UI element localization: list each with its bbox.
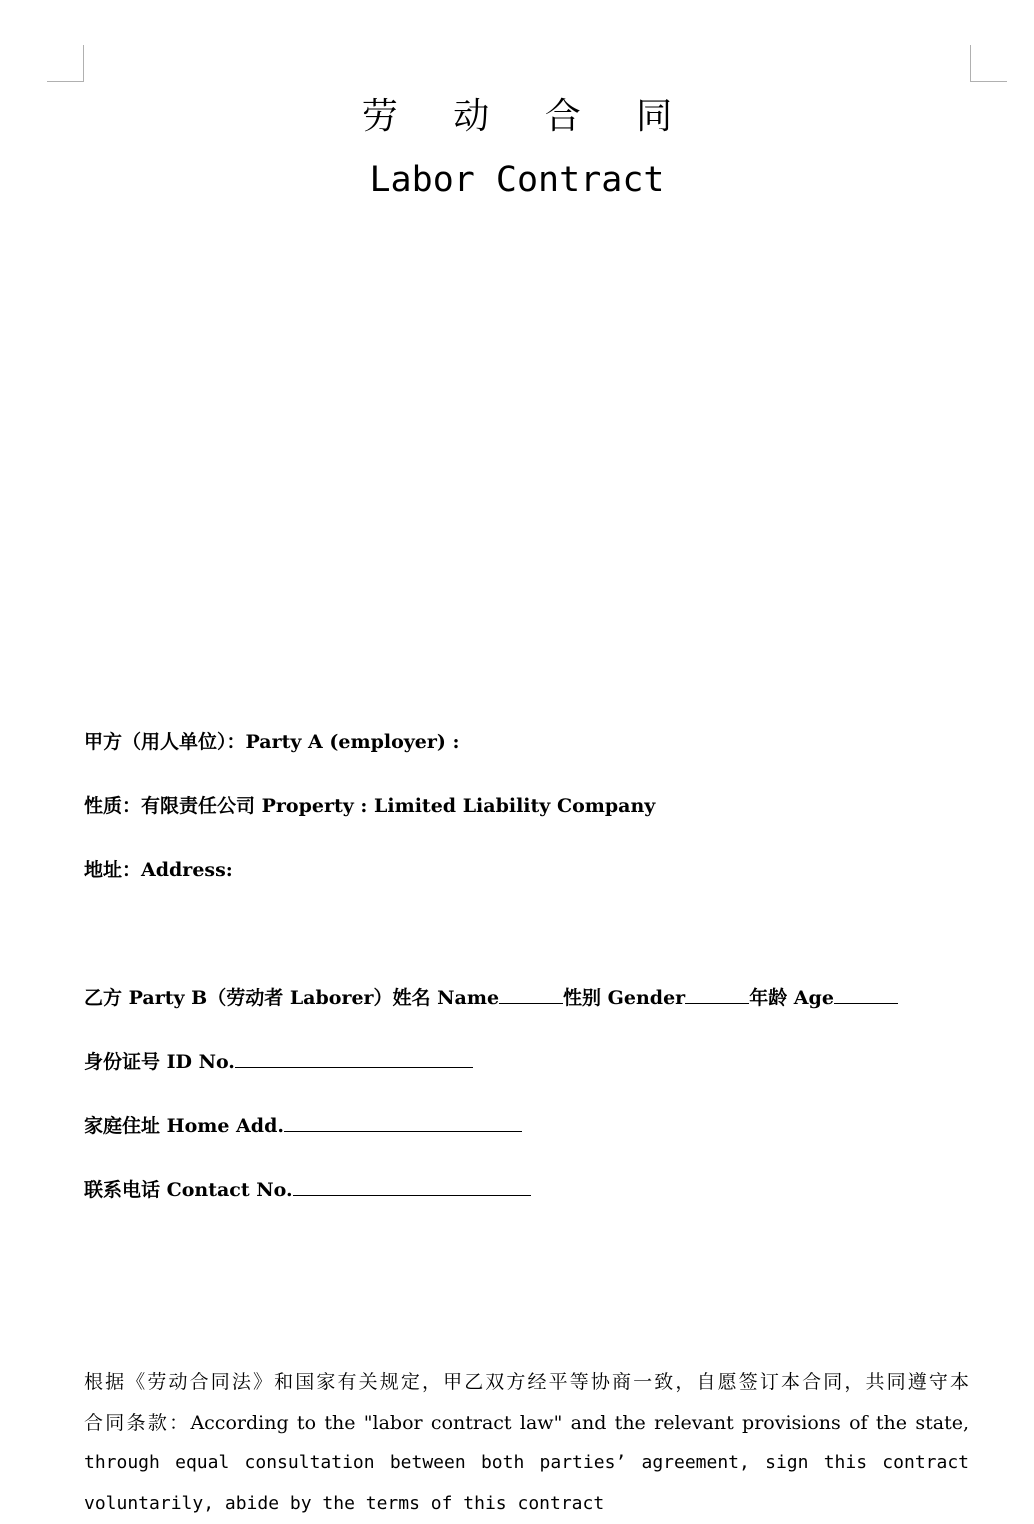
id-number-label: 身份证号 ID No. <box>84 1051 235 1073</box>
contact-number-blank[interactable] <box>293 1177 531 1196</box>
home-address-blank[interactable] <box>284 1113 522 1132</box>
preamble-line-1: 根据《劳动合同法》和国家有关规定，甲乙双方经平等协商一致，自愿签订本合同，共同遵守本 <box>84 1362 969 1403</box>
party-a-address: 地址：Address: <box>84 855 233 882</box>
gender-label: 性别 Gender <box>563 987 685 1009</box>
home-address-row <box>84 1111 522 1138</box>
age-label: 年龄 Age <box>749 987 834 1009</box>
id-number-row <box>84 1047 473 1074</box>
document-title-english: Labor Contract <box>0 160 1034 200</box>
crop-mark-top-right <box>970 45 1007 82</box>
preamble-line-2: 合同条款：According to the "labor contract law" and the relevant provisions of the state, <box>84 1403 969 1444</box>
preamble-line-4: voluntarily, abide by the terms of this contract <box>84 1484 969 1524</box>
party-a-property: 性质：有限责任公司 Property : Limited Liability Company <box>84 791 655 818</box>
party-b-basic-info <box>84 983 898 1010</box>
contact-number-label: 联系电话 Contact No. <box>84 1179 293 1201</box>
party-a-label: 甲方（用人单位）：Party A (employer) : <box>84 727 460 754</box>
preamble-line-3: through equal consultation between both parties’ agreement, sign this contract <box>84 1443 969 1484</box>
name-blank[interactable] <box>499 985 563 1004</box>
document-title-chinese: 劳 动 合 同 <box>0 88 1034 139</box>
contact-number-row <box>84 1175 531 1202</box>
home-address-label: 家庭住址 Home Add. <box>84 1115 284 1137</box>
age-blank[interactable] <box>834 985 898 1004</box>
crop-mark-top-left <box>47 45 84 82</box>
id-number-blank[interactable] <box>235 1049 473 1068</box>
gender-blank[interactable] <box>685 985 749 1004</box>
contract-preamble <box>84 1362 969 1524</box>
party-b-name-label: 乙方 Party B（劳动者 Laborer）姓名 Name <box>84 987 499 1009</box>
